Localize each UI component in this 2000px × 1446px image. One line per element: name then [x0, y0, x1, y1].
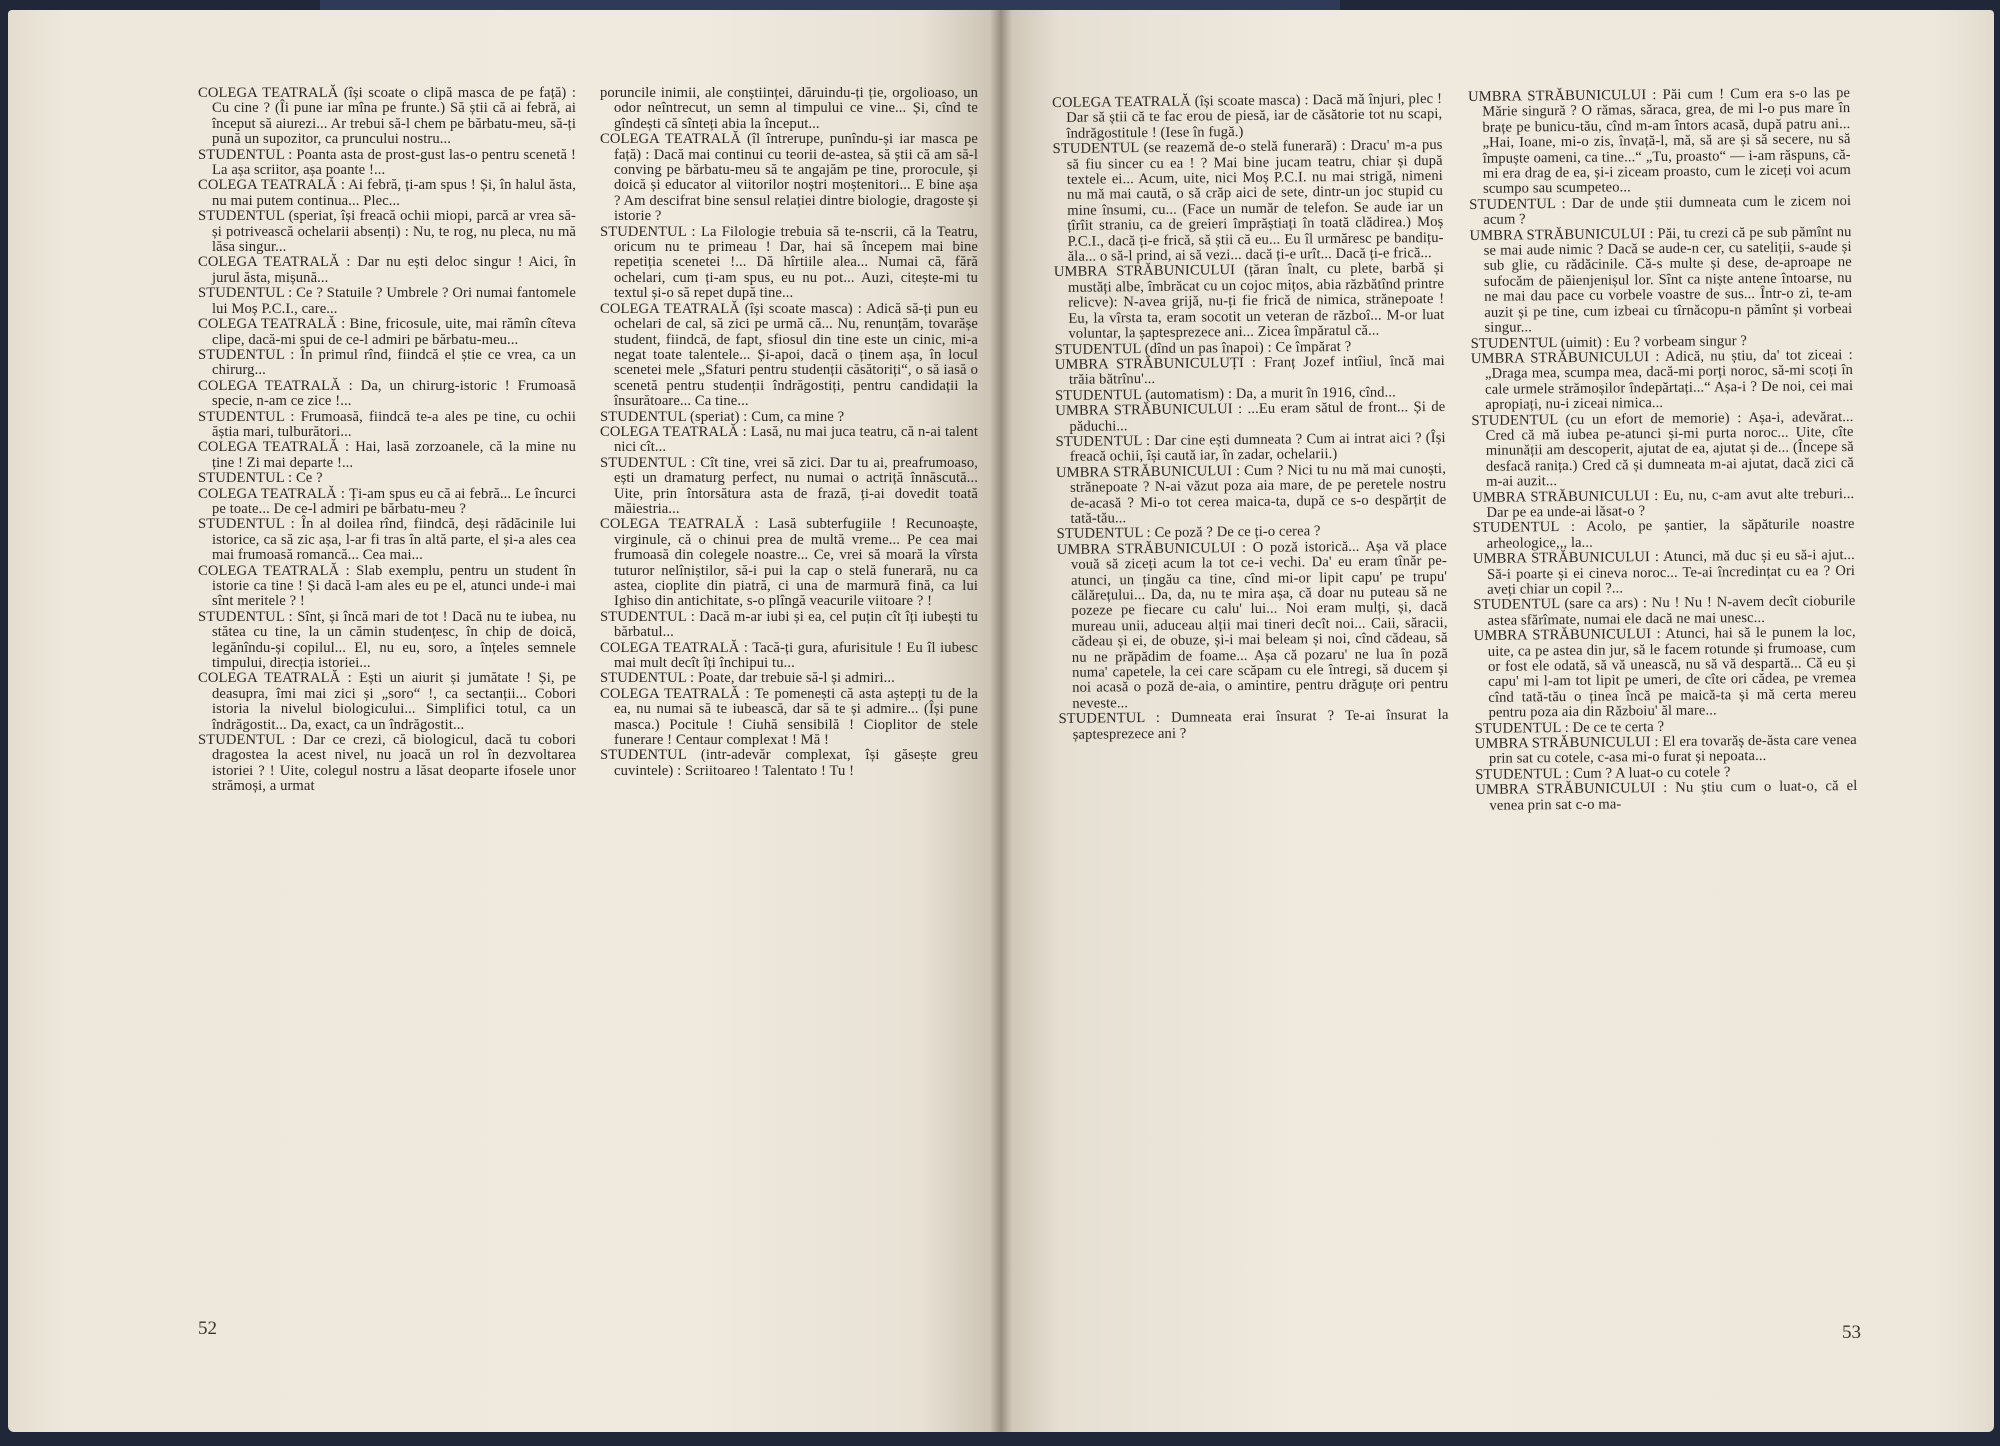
page-number-left: 52 [198, 1318, 217, 1339]
dialogue-line: COLEGA TEATRALĂ : Dar nu ești deloc singur ! Aici, în jurul ăsta, mișună... [198, 254, 576, 286]
dialogue-line: COLEGA TEATRALĂ : Lasă, nu mai juca teatru, că n-ai talent nici cît... [600, 423, 978, 456]
dialogue-line: UMBRA STRĂBUNICULUI : Păi cum ! Cum era s-o las pe Mărie singură ? O rămas, săraca, grea, de mi l-o pus mare în brațe pe bunicu-tău, cînd m-am întors acasă, după patru ani... „Hai, Ioane, mi-o zis, învață-l, mă, să are și să secere, nu să împuște oameni, ca tine...“ „Tu, proasto“ — i-am răspuns, că-mi era drag de ea, și-i ziceam proasto, cum le ziceți voi acum scumpo sau scumpeteo... [1467, 84, 1851, 198]
dialogue-line: STUDENTUL (se reazemă de-o stelă funerară) : Dracu' m-a pus să fiu sincer cu ea ! ? Mai bine jucam teatru, chiar și după textele ei... Acum, uite, nici Moș P.C.I. nu mai strigă, nimeni nu mă mai caută, o să crăp aici de sete, dintr-un joc stupid cu mine însumi, cu... (Face un număr de telefon. Se aude iar un țîrîit straniu, ca de greieri împrăștiați în toată clădirea.) Moș P.C.I., dacă ți-e frică, să știi că eu... Eu îl urmăresc pe bandițu-ăla... o să-l prind, ai să vezi... dacă ți-e urît... Dacă ți-e frică... [1052, 137, 1444, 265]
dialogue-line: STUDENTUL (automatism) : Da, a murit în 1916, cînd... [1055, 384, 1396, 404]
dialogue-line: STUDENTUL : Dumneata erai însurat ? Te-ai însurat la șaptesprezece ani ? [1058, 707, 1449, 743]
right-page [1000, 10, 1994, 1432]
right-page-column-1 [1052, 92, 1449, 743]
dialogue-line: STUDENTUL (cu un efort de memorie) : Așa-i, adevărat... Cred că mă iubea pe-atunci și-mi purta noroc... Uite, cîte minunății am descoperit, ajutat de ea, ajutat și de... (Începe să desfacă ranița.) Cred că și dumneata m-ai ajutat, dacă zici că m-ai auzit... [1471, 408, 1855, 490]
dialogue-line: STUDENTUL (sare ca ars) : Nu ! Nu ! N-avem decît cioburile astea sfărîmate, numai ele dacă ne mai unesc... [1473, 593, 1856, 629]
dialogue-line: STUDENTUL : La Filologie trebuia să te-nscrii, că la Teatru, oricum nu te primeau ! Dar, hai să începem mai bine repetiția scenetei !... Dă hîrtiile alea... Numai că, fără ochelari, cum ți-am spus, eu nu pot... Auzi, citește-mi tu textul și-o să repet după tine... [600, 223, 978, 302]
dialogue-line: STUDENTUL : Dar cine ești dumneata ? Cum ai intrat aici ? (Își freacă ochii, își caută iar, în zadar, ochelarii.) [1055, 429, 1446, 466]
dialogue-line: COLEGA TEATRALĂ : Ți-am spus eu că ai febră... Le încurci pe toate... De ce-l admiri pe bărbatu-meu ? [198, 485, 576, 517]
dialogue-line: STUDENTUL (speriat, își freacă ochii miopi, parcă ar vrea să-și potrivească ochelarii absenți) : Nu, te rog, nu pleca, nu mă lăsa singur... [198, 208, 576, 256]
left-page-column-2 [600, 86, 978, 779]
page-number-right: 53 [1842, 1322, 1861, 1343]
dialogue-line: STUDENTUL (uimit) : Eu ? vorbeam singur ? [1470, 332, 1748, 352]
dialogue-line: COLEGA TEATRALĂ (îl întrerupe, punîndu-și iar masca pe față) : Dacă mai continui cu teorii de-astea, să știi că am să-l conving pe bărbatu-meu să te angajăm pe tine, prorocule, și doică și educator al viitorilor noștri moștenitori... E bine așa ? Am descifrat bine sensul relației dintre biologie, dragoste și istorie ? [600, 131, 978, 225]
dialogue-line: STUDENTUL : Frumoasă, fiindcă te-a ales pe tine, cu ochii ăștia mari, tulburători... [198, 408, 576, 440]
dialogue-line: COLEGA TEATRALĂ : Hai, lasă zorzoanele, că la mine nu ține ! Zi mai departe !... [198, 439, 576, 471]
dialogue-line: STUDENTUL (speriat) : Cum, ca mine ? [600, 408, 845, 425]
left-page-column-1 [198, 86, 576, 795]
dialogue-line: STUDENTUL : De ce te certa ? [1474, 718, 1665, 737]
left-page [8, 10, 1000, 1432]
dialogue-line: UMBRA STRĂBUNICULUI : Nu știu cum o luat-o, că el venea prin sat c-o ma- [1475, 778, 1858, 814]
dialogue-line: COLEGA TEATRALĂ : Ai febră, ți-am spus ! Și, în halul ăsta, nu mai putem continua... Plec... [198, 177, 576, 209]
dialogue-line: UMBRA STRĂBUNICULUI : Adică, nu știu, da' tot ziceai : „Draga mea, scumpa mea, dacă-mi porți noroc, să-mi scoți în cale urmele strămoșilor îndepărtați...“ Așa-i ? De noi, cei mai apropiați, nu-i ziceai nimica... [1470, 346, 1854, 413]
book-spine [990, 10, 1012, 1432]
dialogue-line: UMBRA STRĂBUNICULUI : Eu, nu, c-am avut alte treburi... Dar pe ea unde-ai lăsat-o ? [1472, 485, 1855, 521]
dialogue-line: COLEGA TEATRALĂ (își scoate masca) : Adică să-ți pun eu ochelari de cal, să zici pe urmă că... Nu, renunțăm, tovarășe student, fiindcă, de fapt, sfiosul din tine este un cinic, mi-a negat toate talentele... Și-apoi, dacă o ținem așa, în locul scenetei mele „Sfaturi pentru studenții căsătoriți“, o să iasă o scenetă pentru studenții îndrăgostiți, pentru candidații la însurătoare... Ca tine... [600, 300, 978, 410]
dialogue-line: STUDENTUL : Cît tine, vrei să zici. Dar tu ai, preafrumoaso, ești un dramaturg perfect, nu numai o actriță înnăscută... Uite, prin întorsătura asta de frază, ți-ai dovedit toată măiestria... [600, 454, 978, 517]
dialogue-line: UMBRA STRĂBUNICULUI : Cum ? Nici tu nu mă mai cunoști, strănepoate ? N-ai văzut poza aia mare, de pe peretele nostru de-acasă ? Mi-o tot cerea maica-ta, după ce s-o despărțit de tată-tău... [1055, 460, 1447, 527]
dialogue-line: COLEGA TEATRALĂ (își scoate o clipă masca de pe față) : Cu cine ? (Îi pune iar mîna pe frunte.) Să știi că ai febră, ai început să aiurezi... Ar trebui să-l chem pe bărbatu-meu, să-ți pună un supozitor, ca pruncului nostru... [198, 85, 576, 148]
dialogue-line: COLEGA TEATRALĂ : Tacă-ți gura, afurisitule ! Eu îl iubesc mai mult decît îți închipui tu... [600, 639, 978, 672]
dialogue-line: STUDENTUL : Dar de unde știi dumneata cum le zicem noi acum ? [1469, 192, 1852, 229]
dialogue-line: COLEGA TEATRALĂ : Da, un chirurg-istoric ! Frumoasă specie, n-am ce zice !... [198, 377, 576, 410]
dialogue-line: UMBRA STRĂBUNICULUI : El era tovarăș de-ăsta care venea prin sat cu cotele, c-asa mi-o furat și nepoata... [1474, 732, 1857, 768]
dialogue-line: STUDENTUL : În primul rînd, fiindcă el știe ce vrea, ca un chirurg... [198, 346, 576, 379]
dialogue-line: UMBRA STRĂBUNICULUȚI : Franț Jozef intîiul, încă mai trăia bătrînu'... [1054, 352, 1445, 389]
dialogue-line: STUDENTUL : Poate, dar trebuie să-l și admiri... [600, 670, 895, 687]
dialogue-line: COLEGA TEATRALĂ (își scoate masca) : Dacă mă înjuri, plec ! Dar să știi că te fac erou de piesă, iar de căsătorie tot nu scapi, îndrăgostitule ! (Iese în fugă.) [1051, 90, 1443, 142]
dialogue-line: UMBRA STRĂBUNICULUI : ...Eu eram sătul de front... Și de păduchi... [1055, 399, 1446, 435]
dialogue-line: STUDENTUL : Cum ? A luat-o cu cotele ? [1475, 764, 1731, 783]
dialogue-line: UMBRA STRĂBUNICULUI : Atunci, hai să le punem la loc, uite, ca pe astea din jur, să le facem rotunde și frumoase, cum or fost ele odată, să vă unească, nu să vă despartă... Că eu și capu' mi l-am tot lipit pe umeri, de cîte ori cădea, pe vremea cînd tată-tău o ținea încă pe maică-ta și mă certa mereu pentru poza aia din Războiu' ăl mare... [1473, 624, 1857, 722]
dialogue-line: UMBRA STRĂBUNICULUI : Atunci, mă duc și eu să-i ajut... Să-i poarte și ei cineva noroc... Te-ai încredințat cu ea ? Ori aveți chiar un copil ?... [1472, 547, 1856, 598]
dialogue-line: STUDENTUL : Dacă m-ar iubi și ea, cel puțin cît îți iubești tu bărbatul... [600, 608, 978, 641]
dialogue-line: COLEGA TEATRALĂ : Ești un aiurit și jumătate ! Și, pe deasupra, îmi mai zici și „soro“ !, ca sectanții... Cobori istoria la nivelul biologicului... Simplifici totul, ca un îndrăgostit... Da, exact, ca un îndrăgostit... [198, 670, 576, 733]
dialogue-line: COLEGA TEATRALĂ : Te pomenești că asta aștepți tu de la ea, nu numai să te iubească, dar să te și admire... (Își pune masca.) Pocitule ! Ciuhă sensibilă ! Cioplitor de stele funerare ! Centaur complexat ! Mă ! [600, 685, 978, 749]
dialogue-line: STUDENTUL : Ce ? Statuile ? Umbrele ? Ori numai fantomele lui Moș P.C.I., care... [198, 285, 576, 317]
dialogue-line: STUDENTUL (dînd un pas înapoi) : Ce împărat ? [1054, 338, 1352, 358]
dialogue-line: COLEGA TEATRALĂ : Slab exemplu, pentru un student în istorie ca tine ! Și dacă l-am ales eu pe el, atunci unde-i mai sînt meritele ? ! [198, 562, 576, 610]
dialogue-line: STUDENTUL (intr-adevăr complexat, își găsește greu cuvintele) : Scriitoareo ! Talentato ! Tu ! [600, 747, 978, 779]
dialogue-line: STUDENTUL : Ce poză ? De ce ți-o cerea ? [1056, 523, 1321, 543]
dialogue-line: STUDENTUL : Ce ? [198, 470, 323, 487]
dialogue-line: STUDENTUL : Sînt, și încă mari de tot ! Dacă nu te iubea, nu stătea cu tine, la un cămin studențesc, în chip de doică, legănîndu-și copilul... El, nu eu, soro, a înțeles semnele timpului, direcția istoriei... [198, 608, 576, 672]
dialogue-line: UMBRA STRĂBUNICULUI : O poză istorică... Așa vă place vouă să ziceți acum la tot ce-i vechi. Da' eu eram tînăr pe-atunci, un țingău ca tine, cînd mi-or lipit capu' pe trupu' călărețului... Da, da, nu te mira așa, că doar nu puteau să ne pozeze pe fiecare cu calu' lui... Noi eram mulți, și, dacă mureau unii, aduceau alții mai tineri decît noi... Caii, săracii, cădeau și ei, de obuze, și-i mai beleam și noi, cînd cădeau, să nu ne prăpădim de foame... Așa că pozaru' ne lua în poză numa' capetele, la cei care scăpam cu ele întregi, să ducem și noi acasă o poză de-aia, o amintire, pentru drăguțe ori pentru neveste... [1056, 537, 1449, 712]
right-page-column-2 [1468, 86, 1858, 814]
dialogue-line: UMBRA STRĂBUNICULUI (țăran înalt, cu plete, barbă și mustăți albe, îmbrăcat cu un cojoc mițos, abia răzbătînd printre relicve): N-avea grijă, nu-ți fie frică de nimica, strănepoate ! Eu, la vîrsta ta, eram socotit un veteran de războî... M-or luat voluntar, la șaptesprezece ani... Zicea împăratul că... [1053, 260, 1445, 342]
dialogue-line: UMBRA STRĂBUNICULUI : Păi, tu crezi că pe sub pămînt nu se mai aude nimic ? Dacă se aude-n cer, cu sateliții, s-aude și sub glie, cu rădăcinile. Că-s multe și dese, de-aproape ne sufocăm de păienjenișul lor. Sînt ca niște antene întoarse, nu ne mai dau pace cu vorbele voastre de sus... Într-o zi, te-am auzit și pe tine, cum izbeai cu tîrnăcopu-n pămînt și vorbeai singur... [1469, 223, 1853, 336]
dialogue-line: STUDENTUL : Poanta asta de prost-gust las-o pentru scenetă ! La așa scriitor, așa poante !... [198, 146, 576, 179]
dialogue-line: poruncile inimii, ale conștiinței, dăruindu-ți ție, orgolioaso, un odor neîntrecut, un semn al timpului ce vine... Și, cînd te gîndești că sînteți abia la început... [600, 85, 978, 132]
dialogue-line: COLEGA TEATRALĂ : Bine, fricosule, uite, mai rămîn cîteva clipe, dacă-mi spui de ce-l admiri pe bărbatu-meu... [198, 316, 576, 348]
dialogue-line: STUDENTUL : Dar ce crezi, că biologicul, dacă tu cobori dragostea la acest nivel, nu joacă un rol în dezvoltarea istoriei ? ! Uite, colegul nostru a lăsat deoparte ifosele unor strămoși, a urmat [198, 732, 576, 795]
dialogue-line: STUDENTUL : În al doilea rînd, fiindcă, deși rădăcinile lui istorice, ca să zic așa, l-ar fi tras în altă parte, el și-a ales cea mai frumoasă romancă... Cea mai... [198, 516, 576, 564]
dialogue-line: STUDENTUL : Acolo, pe șantier, la săpăturile noastre arheologice,,, la... [1472, 516, 1855, 552]
dialogue-line: COLEGA TEATRALĂ : Lasă subterfugiile ! Recunoaște, virginule, că o chinui prea de multă vreme... Pe cea mai frumoasă din colegele noastre... Ce, vrei să moară la vîrsta tuturor nelîniștilor, să-i pui la cap o stelă funerară, nu ca astea, cioplite din piatră, ci una de marmură fină, ca lui Ighiso din antichitate, s-o plîngă veacurile viitoare ? ! [600, 516, 978, 610]
